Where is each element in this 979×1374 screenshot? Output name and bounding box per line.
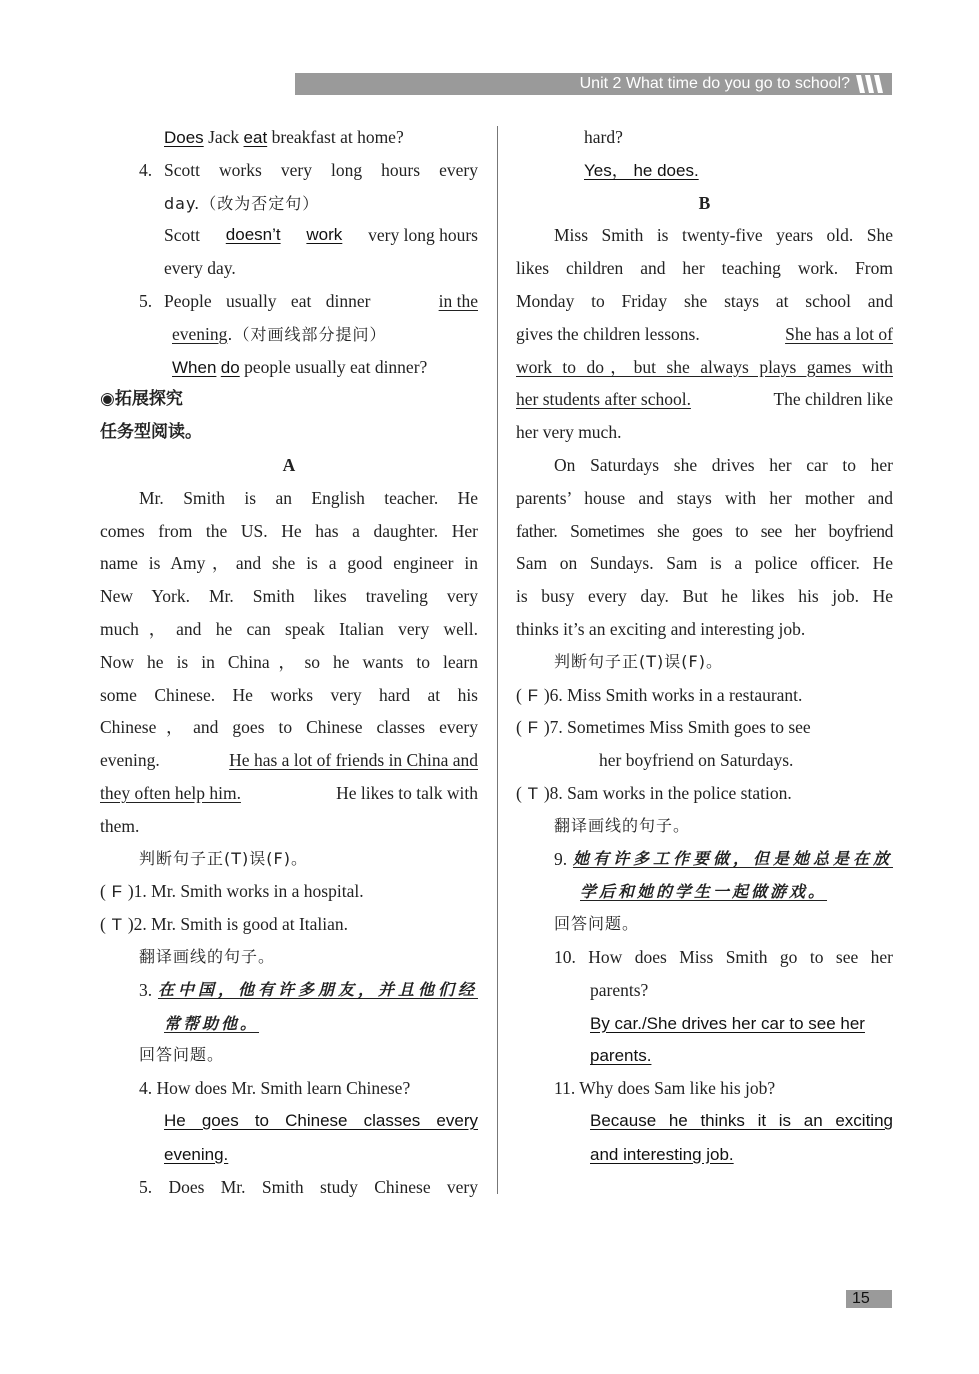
qa-question-5-cont: hard? xyxy=(584,127,623,147)
answer-text: evening. xyxy=(164,1144,229,1164)
text: The children like xyxy=(773,389,893,410)
underlined-sentence: her students after school. xyxy=(516,389,691,410)
header-bar xyxy=(295,73,892,95)
passage-a-line: name is Amy，and she is a good engineer in xyxy=(100,553,478,574)
passage-b-line: parents’ house and stays with her mother and xyxy=(516,487,893,508)
text: Jack xyxy=(208,127,240,147)
qa-instruction: 回答问题。 xyxy=(554,914,640,934)
translation-answer: 学后和她的学生一起做游戏。 xyxy=(580,882,828,902)
stripes-decoration-icon xyxy=(854,75,886,93)
answer-blank: do xyxy=(220,357,240,377)
passage-a-line: much，and he can speak Italian very well. xyxy=(100,618,478,639)
tf-text: )2. Mr. Smith is good at Italian. xyxy=(127,914,349,935)
tf-instruction: 判断句子正(T)误(F)。 xyxy=(554,651,723,671)
tf-answer: F xyxy=(111,882,123,902)
tf-answer: T xyxy=(111,915,123,935)
passage-b-line xyxy=(516,351,893,384)
answer-blank: work xyxy=(306,225,343,245)
unit-title: Unit 2 What time do you go to school? xyxy=(579,75,850,92)
passage-a-line xyxy=(100,777,478,810)
passage-a-line xyxy=(100,744,478,777)
passage-b-line xyxy=(516,318,893,351)
tf-answer: F xyxy=(527,718,539,738)
question-4 xyxy=(100,154,478,187)
passage-b-line: is busy every day. But he likes his job. He xyxy=(516,586,893,607)
text: gives the children lessons. xyxy=(516,323,700,344)
question-4-answer-line xyxy=(100,219,478,252)
passage-b-line: On Saturdays she drives her car to her xyxy=(554,454,893,475)
passage-a-label: A xyxy=(282,454,296,475)
translation-3 xyxy=(100,974,478,1007)
translation-answer: 她有许多工作要做，但是她总是在放 xyxy=(572,848,893,868)
right-column xyxy=(516,121,893,1171)
column-divider xyxy=(497,126,498,1194)
passage-b-line: Sam on Sundays. Sam is a police officer. He xyxy=(516,553,893,574)
underlined-sentence: He has a lot of friends in China and xyxy=(229,750,478,771)
text: Scott xyxy=(164,225,200,246)
tf-item-2: ( T )2. Mr. Smith is good at Italian. xyxy=(100,908,478,941)
question-text: People usually eat dinner xyxy=(164,290,371,311)
tf-text: )1. Mr. Smith works in a hospital. xyxy=(127,881,364,902)
qa-answer-10-cont xyxy=(516,1039,893,1072)
qa-answer-4 xyxy=(100,1105,478,1138)
tf-text: )7. Sometimes Miss Smith goes to see xyxy=(543,717,811,738)
translation-9 xyxy=(516,843,893,876)
qa-question-5: 5. Does Mr. Smith study Chinese very xyxy=(139,1176,478,1197)
question-number: 9. xyxy=(554,848,568,869)
passage-a-line: Mr. Smith is an English teacher. He xyxy=(139,487,478,508)
qa-answer-11-cont xyxy=(516,1138,893,1171)
qa-question-4: 4. How does Mr. Smith learn Chinese? xyxy=(139,1078,411,1099)
answer-text: He goes to Chinese classes every xyxy=(164,1110,478,1130)
text: He likes to talk with xyxy=(336,782,478,803)
qa-question-10-cont: parents? xyxy=(590,979,649,1000)
question-number: 4. xyxy=(139,159,153,180)
passage-a-line: them. xyxy=(100,815,140,836)
passage-a-line: Now he is in China，so he wants to learn xyxy=(100,651,478,672)
answer-blank: doesn’t xyxy=(225,225,281,245)
tf-item-6: ( F )6. Miss Smith works in a restaurant. xyxy=(516,679,893,712)
text: every day. xyxy=(164,258,236,279)
text: breakfast at home? xyxy=(271,127,404,147)
passage-b-line: likes children and her teaching work. From xyxy=(516,258,893,279)
text: evening. xyxy=(100,750,160,771)
passage-b-line: Miss Smith is twenty-five years old. She xyxy=(554,225,893,246)
question-text: .（对画线部分提问） xyxy=(227,324,387,344)
passage-b-label: B xyxy=(698,192,711,213)
translation-3-cont xyxy=(100,1007,478,1040)
answer-text: Yes， he does. xyxy=(584,160,699,180)
tf-answer: T xyxy=(527,783,539,803)
underlined-sentence: She has a lot of xyxy=(785,323,893,344)
answer-blank: Does xyxy=(164,128,204,147)
tf-item-7-cont: her boyfriend on Saturdays. xyxy=(599,750,794,771)
passage-a-line: some Chinese. He works very hard at his xyxy=(100,684,478,705)
tf-text: )8. Sam works in the police station. xyxy=(543,782,792,803)
answer-blank: eat xyxy=(243,128,268,147)
question-number: 5. xyxy=(139,290,153,311)
question-4-cont xyxy=(100,187,478,220)
question-4-cont2 xyxy=(100,252,478,285)
section-title: ◉拓展探究 xyxy=(100,389,183,410)
translate-instruction: 翻译画线的句子。 xyxy=(139,946,276,966)
question-number: 3. xyxy=(139,979,153,1000)
text: people usually eat dinner? xyxy=(244,356,428,377)
question-5-answer-line xyxy=(100,351,478,384)
qa-answer-4-cont xyxy=(100,1138,478,1171)
passage-a-line: comes from the US. He has a daughter. Her xyxy=(100,520,478,541)
task-title: 任务型阅读。 xyxy=(100,422,202,443)
translation-answer: 在中国，他有许多朋友，并且他们经 xyxy=(157,979,478,999)
question-text: day.（改为否定句） xyxy=(164,193,320,213)
tf-item-1: ( F )1. Mr. Smith works in a hospital. xyxy=(100,875,478,908)
qa-instruction: 回答问题。 xyxy=(139,1045,225,1065)
translate-instruction: 翻译画线的句子。 xyxy=(554,815,691,835)
question-5 xyxy=(100,285,478,318)
tf-text: )6. Miss Smith works in a restaurant. xyxy=(543,684,803,705)
left-column xyxy=(100,121,478,1203)
underlined-sentence: they often help him. xyxy=(100,782,241,803)
passage-b-line: Monday to Friday she stays at school and xyxy=(516,290,893,311)
question-5-cont xyxy=(100,318,478,351)
translation-answer: 常帮助他。 xyxy=(164,1013,260,1033)
answer-text: parents. xyxy=(590,1046,652,1066)
passage-a-line: Chinese，and goes to Chinese classes every xyxy=(100,717,478,738)
qa-answer-11 xyxy=(516,1105,893,1138)
page-number-text: 15 xyxy=(852,1290,870,1307)
answer-text: and interesting job. xyxy=(590,1144,734,1164)
qa-answer-5 xyxy=(516,154,893,187)
question-text: Scott works very long hours every xyxy=(164,159,478,180)
page-number xyxy=(846,1290,892,1308)
passage-b-line xyxy=(516,383,893,416)
text: very long hours xyxy=(368,225,478,246)
qa-question-11: 11. Why does Sam like his job? xyxy=(554,1078,776,1099)
tf-instruction: 判断句子正(T)误(F)。 xyxy=(139,848,308,868)
translation-9-cont xyxy=(516,875,893,908)
passage-b-line: her very much. xyxy=(516,422,622,443)
tf-item-8: ( T )8. Sam works in the police station. xyxy=(516,777,893,810)
passage-b-line: father. Sometimes she goes to see her boyfriend xyxy=(516,520,893,541)
answer-text: Because he thinks it is an exciting xyxy=(590,1110,893,1130)
qa-question-10: 10. How does Miss Smith go to see her xyxy=(554,946,893,967)
passage-a-line: New York. Mr. Smith likes traveling very xyxy=(100,586,478,607)
answer-blank: When xyxy=(172,357,217,377)
underlined-sentence: work to do，but she always plays games with xyxy=(516,356,893,377)
tf-answer: F xyxy=(527,685,539,705)
qa-answer-10 xyxy=(516,1007,893,1040)
question-3-answer-line xyxy=(100,121,478,154)
tf-item-7: ( F )7. Sometimes Miss Smith goes to see xyxy=(516,711,893,744)
answer-text: By car./She drives her car to see her xyxy=(590,1013,865,1033)
underlined-text: in the xyxy=(438,290,478,311)
passage-b-line: thinks it’s an exciting and interesting job. xyxy=(516,618,806,639)
underlined-text: evening xyxy=(172,323,228,344)
